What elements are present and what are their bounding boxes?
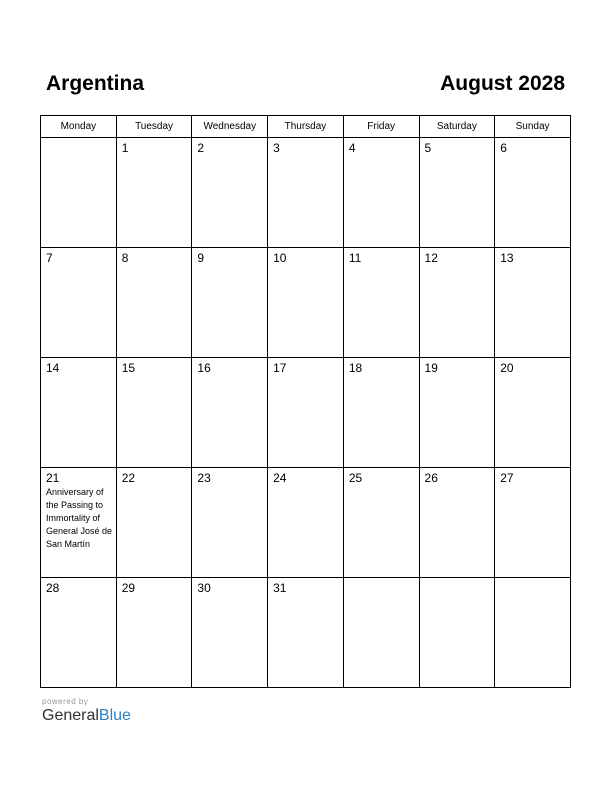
day-cell	[343, 358, 419, 468]
weekday-header: Monday	[41, 116, 117, 138]
day-number: 28	[46, 581, 60, 595]
day-number: 26	[424, 471, 438, 485]
day-number: 10	[273, 251, 287, 265]
day-cell	[41, 248, 117, 358]
weekday-header: Friday	[343, 116, 419, 138]
day-number: 3	[273, 141, 280, 155]
day-cell	[192, 578, 268, 688]
country-title: Argentina	[46, 72, 145, 95]
week-row	[41, 138, 571, 248]
day-cell	[419, 138, 495, 248]
day-cell	[192, 358, 268, 468]
day-number: 16	[197, 361, 211, 375]
weekday-header: Saturday	[419, 116, 495, 138]
day-number: 27	[500, 471, 514, 485]
calendar-body	[41, 138, 571, 688]
powered-by-text: powered by	[42, 697, 89, 706]
day-cell	[41, 468, 117, 578]
day-cell	[419, 248, 495, 358]
day-number: 29	[121, 581, 136, 595]
day-number: 17	[273, 361, 287, 375]
day-number: 25	[348, 471, 363, 485]
holiday-label: Anniversary of the Passing to Immortality of General José de San Martín	[46, 487, 113, 549]
day-cell	[268, 578, 344, 688]
day-number: 7	[46, 251, 53, 265]
day-cell	[116, 578, 192, 688]
day-number: 20	[500, 361, 514, 375]
day-cell	[343, 138, 419, 248]
week-row	[41, 358, 571, 468]
weekday-header: Wednesday	[192, 116, 268, 138]
day-cell	[116, 248, 192, 358]
day-number: 21	[46, 471, 60, 485]
day-cell	[268, 468, 344, 578]
weekday-header: Tuesday	[116, 116, 192, 138]
day-cell	[419, 358, 495, 468]
day-cell	[268, 138, 344, 248]
day-number: 8	[121, 251, 129, 265]
day-cell	[419, 468, 495, 578]
day-cell	[343, 248, 419, 358]
day-cell	[116, 358, 192, 468]
day-number: 24	[273, 471, 287, 485]
day-number: 15	[121, 361, 136, 375]
day-number: 14	[46, 361, 60, 375]
day-number: 1	[121, 141, 129, 155]
day-cell	[495, 468, 571, 578]
day-number: 23	[197, 471, 211, 485]
footer	[42, 697, 131, 725]
day-cell	[41, 578, 117, 688]
week-row	[41, 578, 571, 688]
day-number: 4	[348, 141, 356, 155]
week-row	[41, 468, 571, 578]
day-cell	[343, 578, 419, 688]
day-cell	[419, 578, 495, 688]
day-cell	[268, 248, 344, 358]
day-number: 30	[197, 581, 211, 595]
day-number: 11	[348, 251, 362, 265]
calendar-grid	[40, 115, 571, 688]
weekday-header: Thursday	[268, 116, 344, 138]
day-cell	[495, 578, 571, 688]
brand-part-general: General	[42, 707, 99, 724]
day-number: 6	[500, 141, 507, 155]
day-cell	[495, 138, 571, 248]
brand-logo	[42, 707, 131, 725]
weekday-header-row	[41, 116, 571, 138]
weekday-header: Sunday	[495, 116, 571, 138]
day-number: 12	[424, 251, 438, 265]
day-cell	[192, 248, 268, 358]
day-cell	[116, 468, 192, 578]
day-cell	[495, 358, 571, 468]
day-number: 13	[500, 251, 514, 265]
day-number: 18	[348, 361, 363, 375]
day-cell	[192, 138, 268, 248]
day-cell	[41, 138, 117, 248]
day-number: 22	[121, 471, 136, 485]
day-cell	[343, 468, 419, 578]
day-cell	[116, 138, 192, 248]
day-cell	[192, 468, 268, 578]
week-row	[41, 248, 571, 358]
day-number: 31	[273, 581, 287, 595]
day-number: 19	[424, 361, 438, 375]
day-cell	[41, 358, 117, 468]
brand-part-blue: Blue	[98, 707, 131, 724]
month-title: August 2028	[440, 72, 565, 95]
day-cell	[495, 248, 571, 358]
day-number: 5	[424, 141, 432, 155]
day-number: 9	[197, 251, 205, 265]
day-number: 2	[197, 141, 205, 155]
day-cell	[268, 358, 344, 468]
